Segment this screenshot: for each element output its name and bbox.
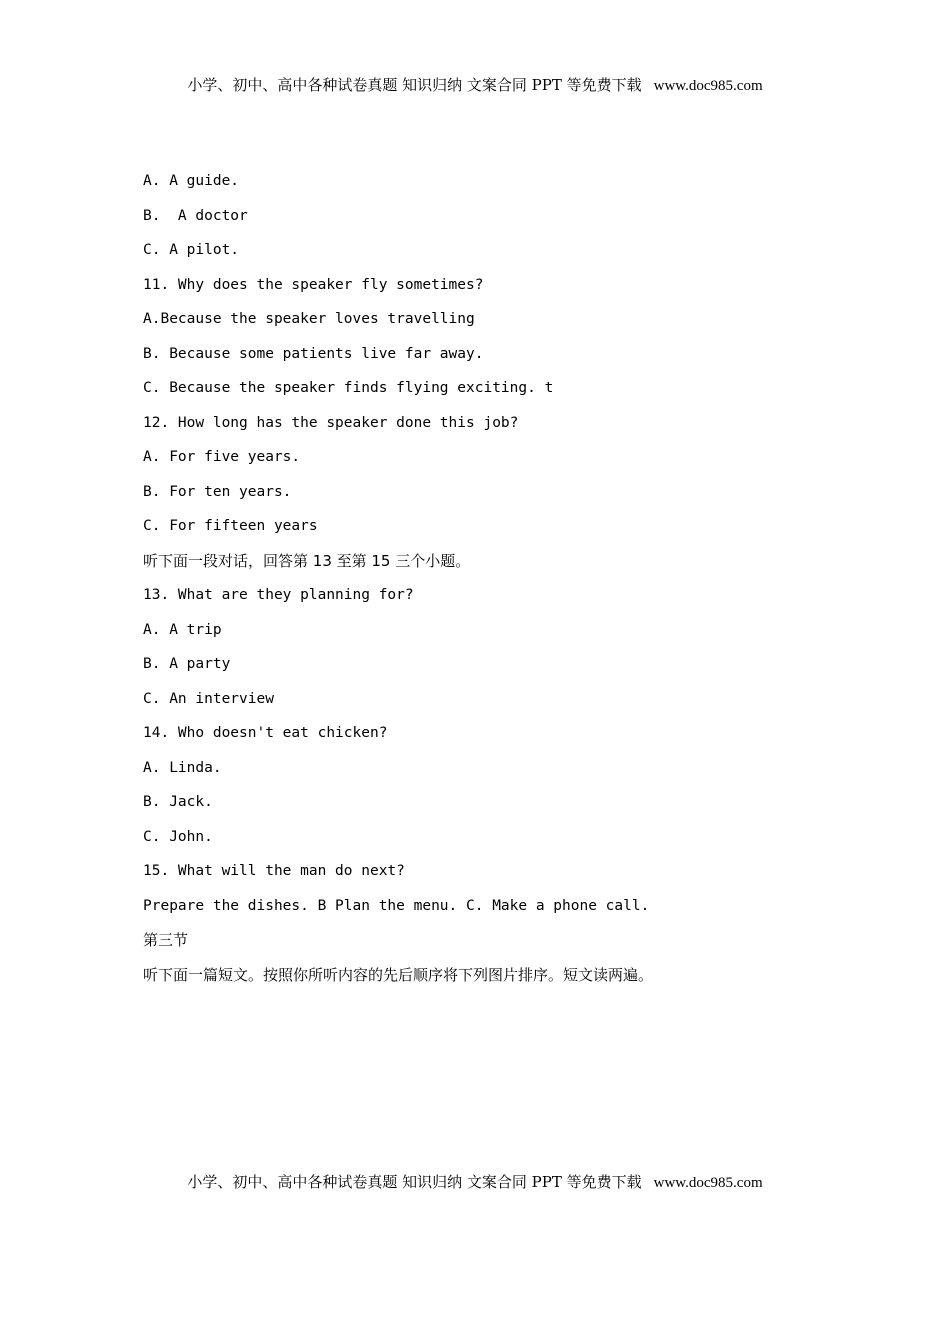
q12-option-c: C. For fifteen years <box>143 518 318 534</box>
q12-option-a: A. For five years. <box>143 449 301 465</box>
q10-option-a: A. A guide. <box>143 173 240 189</box>
q13-option-a: A. A trip <box>143 621 222 638</box>
q10-option-c: C. A pilot. <box>143 242 240 258</box>
q11-option-a: A.Because the speaker loves travelling <box>143 311 475 327</box>
question-12: 12. How long has the speaker done this job? <box>143 414 519 431</box>
q10-option-b: B. A doctor <box>143 207 248 224</box>
footer-site-link[interactable]: www.doc985.com <box>653 1175 763 1191</box>
q12-option-b: B. For ten years. <box>143 483 292 500</box>
question-15: 15. What will the man do next? <box>143 863 405 879</box>
q14-option-b: B. Jack. <box>143 794 213 810</box>
section-heading: 第三节 <box>143 931 189 949</box>
question-11: 11. Why does the speaker fly sometimes? <box>143 276 484 293</box>
passage-instruction: 听下面一篇短文。按照你所听内容的先后顺序将下列图片排序。短文读两遍。 <box>143 965 654 984</box>
question-13: 13. What are they planning for? <box>143 587 414 603</box>
document-body <box>143 170 843 998</box>
footer-banner-text: 小学、初中、高中各种试卷真题 知识归纳 文案合同 PPT 等免费下载 <box>187 1173 642 1191</box>
q14-option-c: C. John. <box>143 828 213 845</box>
header-site-link[interactable]: www.doc985.com <box>653 78 763 94</box>
dialogue-instruction: 听下面一段对话，回答第 13 至第 15 三个小题。 <box>143 551 471 570</box>
q14-option-a: A. Linda. <box>143 759 222 776</box>
q13-option-c: C. An interview <box>143 690 274 707</box>
q13-option-b: B. A party <box>143 656 231 672</box>
page-header <box>0 74 950 95</box>
q11-option-c: C. Because the speaker finds flying exciting. t <box>143 380 554 396</box>
q11-option-b: B. Because some patients live far away. <box>143 345 484 362</box>
question-14: 14. Who doesn't eat chicken? <box>143 725 388 741</box>
page-footer <box>0 1171 950 1192</box>
header-banner-text: 小学、初中、高中各种试卷真题 知识归纳 文案合同 PPT 等免费下载 <box>187 76 642 94</box>
q15-options: Prepare the dishes. B Plan the menu. C. Make a phone call. <box>143 897 650 914</box>
